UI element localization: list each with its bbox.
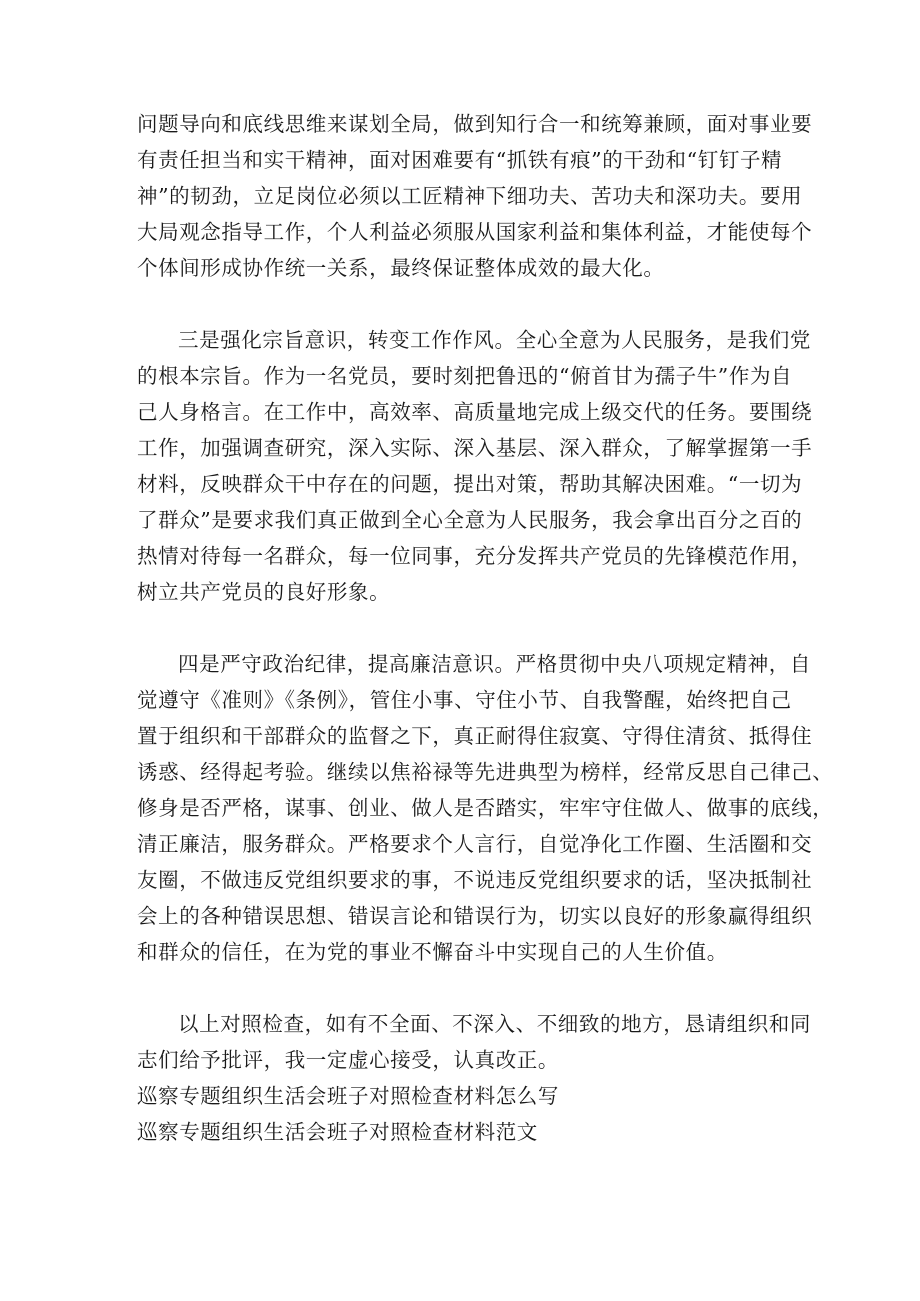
document-page <box>137 106 834 1150</box>
paragraph-line: 材料，反映群众干中存在的问题，提出对策，帮助其解决困难。“一切为 <box>137 472 803 496</box>
paragraph-line: 大局观念指导工作，个人利益必须服从国家利益和集体利益，才能使每个 <box>137 220 813 244</box>
paragraph-line: 四是严守政治纪律，提高廉洁意识。严格贯彻中央八项规定精神，自 <box>178 652 811 676</box>
paragraph-line: 志们给予批评，我一定虚心接受，认真改正。 <box>137 1048 559 1072</box>
paragraph-4 <box>137 1006 811 1078</box>
paragraph-spacer <box>137 970 797 1006</box>
paragraph-line: 三是强化宗旨意识，转变工作作风。全心全意为人民服务，是我们党 <box>178 328 811 352</box>
paragraph-line: 友圈，不做违反党组织要求的事，不说违反党组织要求的话，坚决抵制社 <box>137 868 813 892</box>
paragraph-line: 了群众”是要求我们真正做到全心全意为人民服务，我会拿出百分之百的 <box>137 508 803 532</box>
paragraph-line: 问题导向和底线思维来谋划全局，做到知行合一和统筹兼顾，面对事业要 <box>137 112 813 136</box>
paragraph-line: 以上对照检查，如有不全面、不深入、不细致的地方，恳请组织和同 <box>178 1012 811 1036</box>
paragraph-line: 置于组织和干部群众的监督之下，真正耐得住寂寞、守得住清贫、抵得住 <box>137 724 813 748</box>
paragraph-line: 和群众的信任，在为党的事业不懈奋斗中实现自己的人生价值。 <box>137 940 728 964</box>
paragraph-1 <box>137 106 813 286</box>
paragraph-line: 神”的韧劲，立足岗位必须以工匠精神下细功夫、苦功夫和深功夫。要用 <box>137 184 803 208</box>
paragraph-line: 诱惑、经得起考验。继续以焦裕禄等先进典型为榜样，经常反思自己律己、 <box>137 760 834 784</box>
paragraph-line: 会上的各种错误思想、错误言论和错误行为，切实以良好的形象赢得组织 <box>137 904 813 928</box>
paragraph-line: 清正廉洁，服务群众。严格要求个人言行，自觉净化工作圈、生活圈和交 <box>137 832 813 856</box>
paragraph-line: 修身是否严格，谋事、创业、做人是否踏实，牢牢守住做人、做事的底线， <box>137 796 834 820</box>
related-link-1[interactable]: 巡察专题组织生活会班子对照检查材料怎么写 <box>137 1084 559 1108</box>
paragraph-line: 热情对待每一名群众，每一位同事，充分发挥共产党员的先锋模范作用， <box>137 544 813 568</box>
paragraph-line: 树立共产党员的良好形象。 <box>137 580 391 604</box>
paragraph-line: 个体间形成协作统一关系，最终保证整体成效的最大化。 <box>137 256 665 280</box>
related-link-2[interactable]: 巡察专题组织生活会班子对照检查材料范文 <box>137 1120 538 1144</box>
paragraph-line: 工作，加强调查研究，深入实际、深入基层、深入群众，了解掌握第一手 <box>137 436 813 460</box>
paragraph-spacer <box>137 610 797 646</box>
paragraph-2 <box>137 322 813 610</box>
paragraph-3 <box>137 646 834 970</box>
related-links <box>137 1078 797 1150</box>
paragraph-line: 己人身格言。在工作中，高效率、高质量地完成上级交代的任务。要围绕 <box>137 400 813 424</box>
paragraph-line: 有责任担当和实干精神，面对困难要有“抓铁有痕”的干劲和“钉钉子精 <box>137 148 783 172</box>
paragraph-spacer <box>137 286 797 322</box>
paragraph-line: 觉遵守《准则》《条例》，管住小事、守住小节、自我警醒，始终把自己 <box>137 688 792 712</box>
paragraph-line: 的根本宗旨。作为一名党员，要时刻把鲁迅的“俯首甘为孺子牛”作为自 <box>137 364 793 388</box>
